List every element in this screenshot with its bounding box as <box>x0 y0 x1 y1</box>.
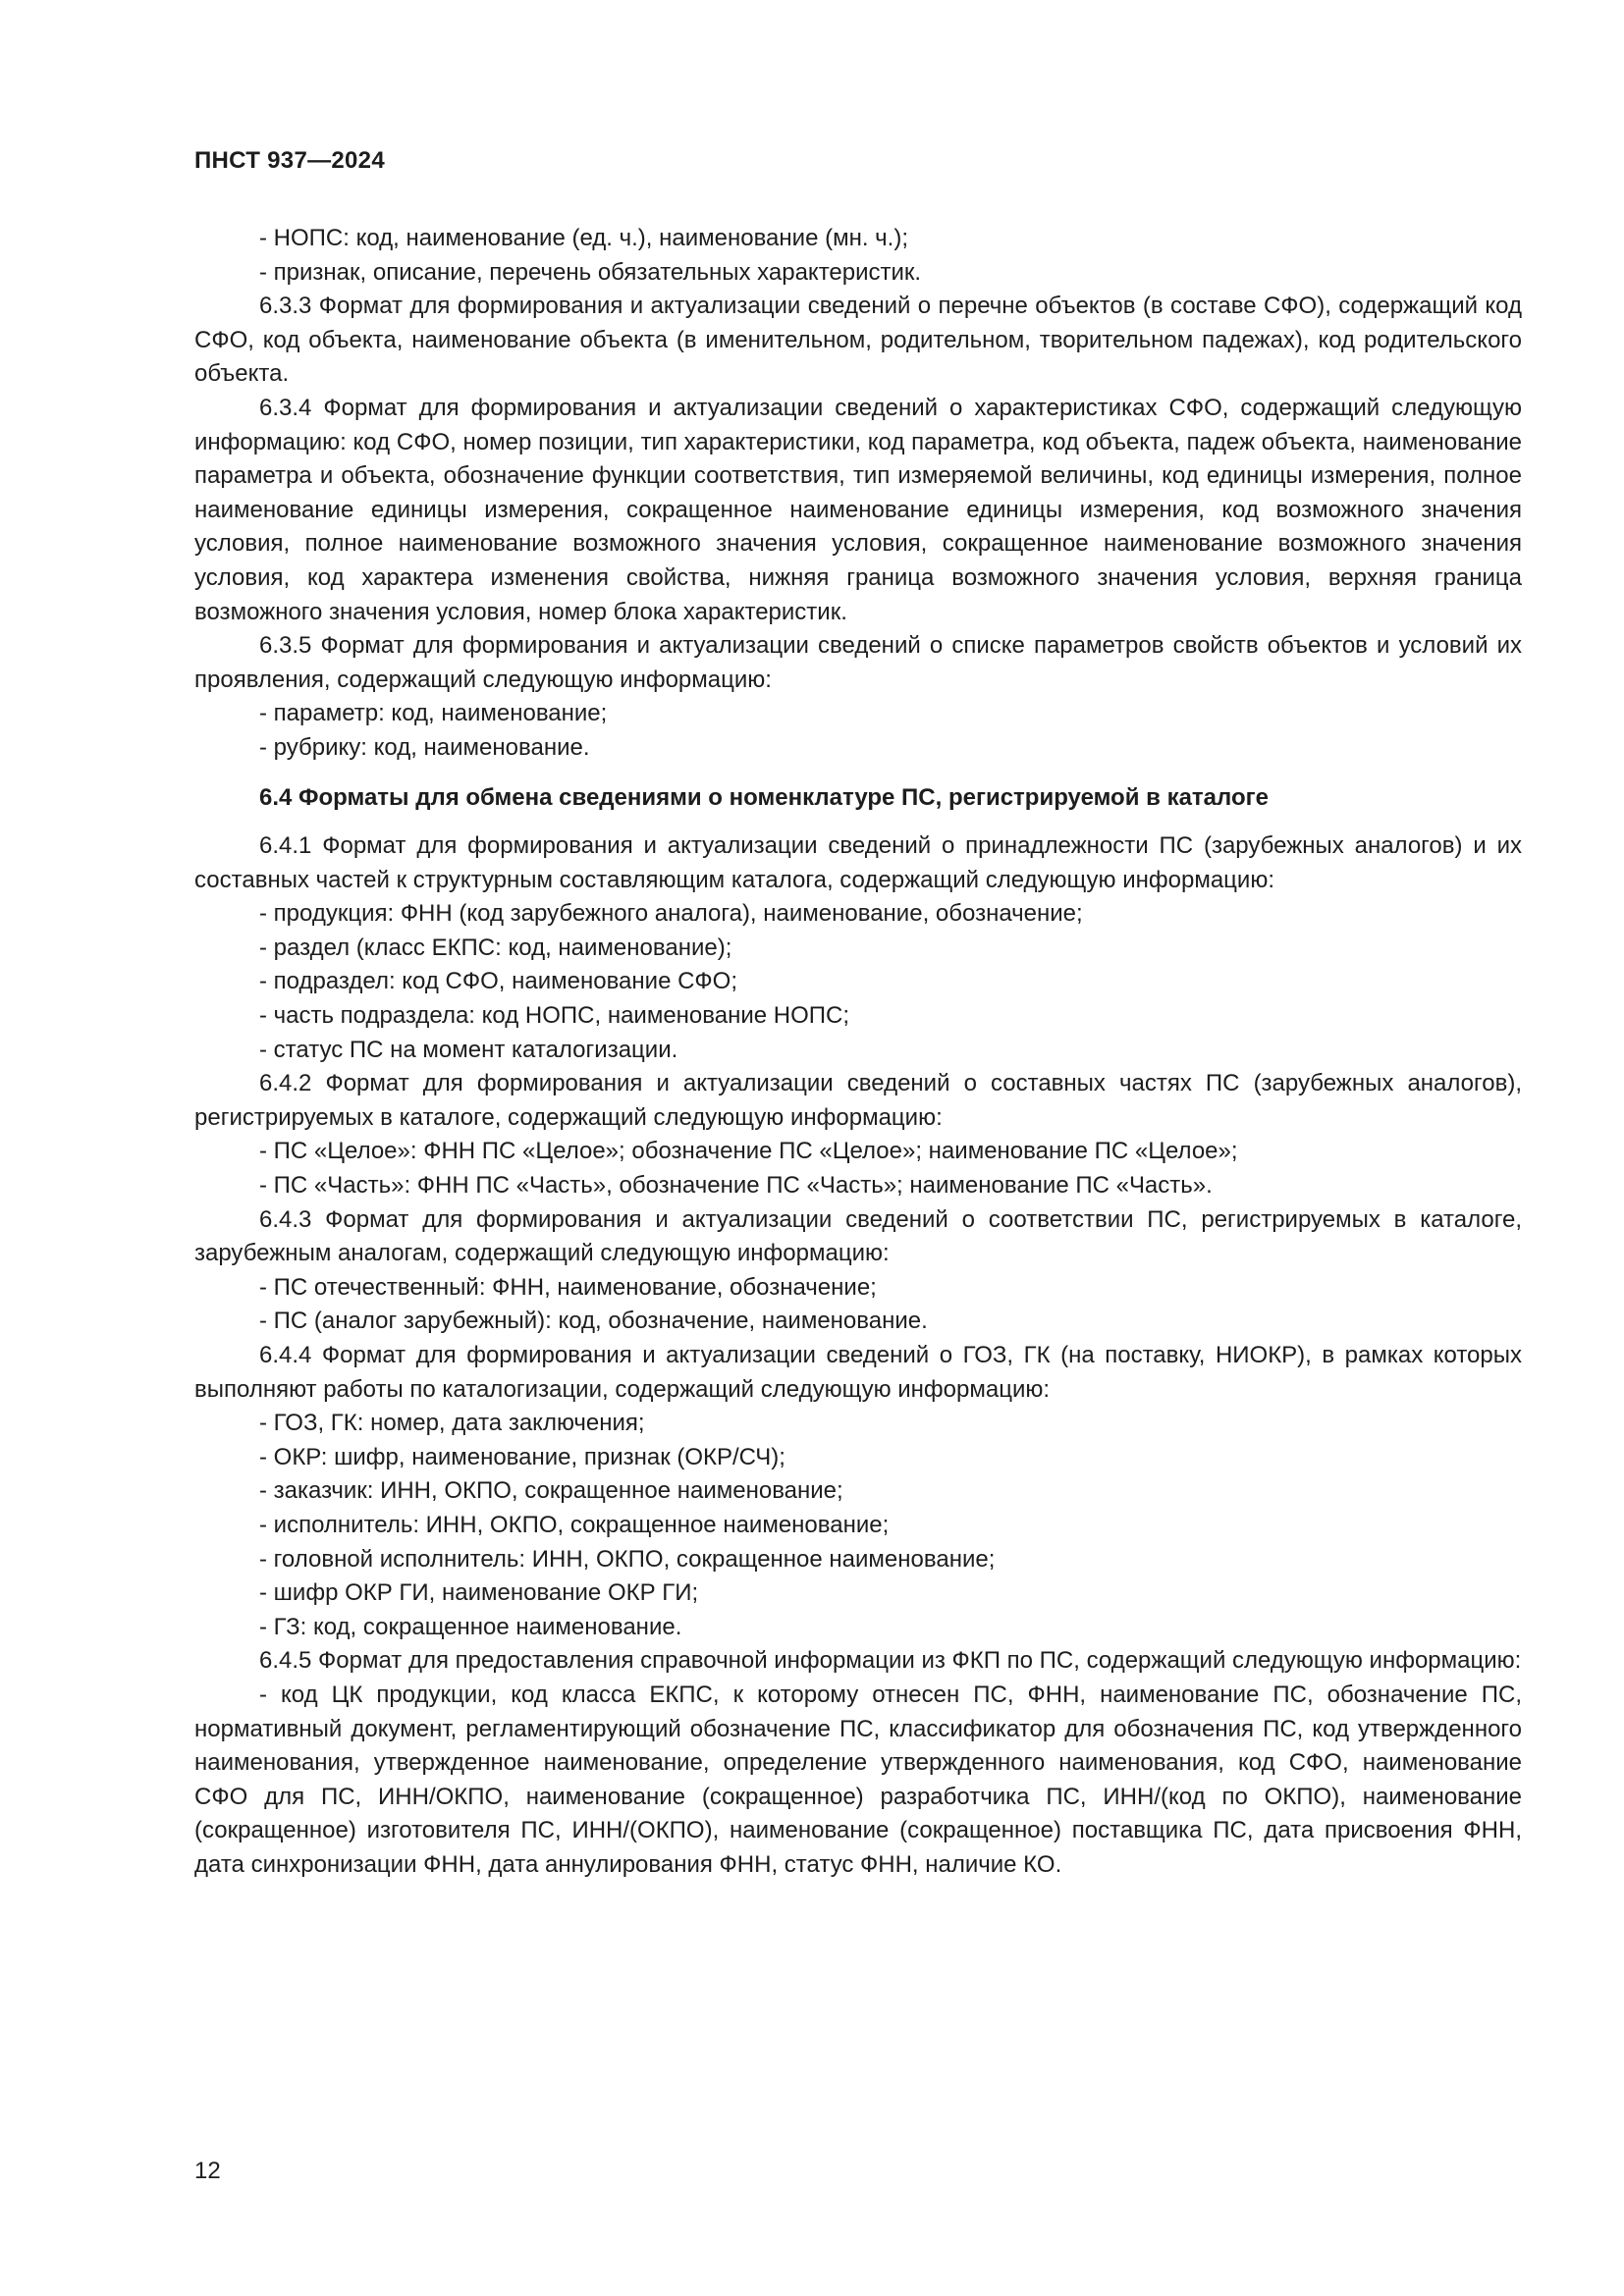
list-item: - ГОЗ, ГК: номер, дата заключения; <box>259 1410 645 1437</box>
page-number: 12 <box>194 2158 221 2184</box>
list-item: - признак, описание, перечень обязательных характеристик. <box>259 258 922 286</box>
list-item: - ГЗ: код, сокращенное наименование. <box>259 1613 682 1640</box>
list-item: - шифр ОКР ГИ, наименование ОКР ГИ; <box>259 1579 699 1607</box>
list-item: - продукция: ФНН (код зарубежного аналога), наименование, обозначение; <box>259 900 1083 928</box>
section-heading-6-4: 6.4 Форматы для обмена сведениями о номенклатуре ПС, регистрируемой в каталоге <box>259 783 1269 811</box>
list-item: - ПС «Целое»: ФНН ПС «Целое»; обозначение ПС «Целое»; наименование ПС «Целое»; <box>259 1138 1238 1165</box>
paragraph-6-4-2: 6.4.2 Формат для формирования и актуализации сведений о составных частях ПС (зарубежных аналогов), регистрируемых в каталоге, содержащий следующую информацию: <box>194 1070 1522 1131</box>
paragraph-6-4-3: 6.4.3 Формат для формирования и актуализации сведений о соответствии ПС, регистрируемых в каталоге, зарубежным аналогам, содержащий следующую информацию: <box>194 1205 1522 1267</box>
list-item: - заказчик: ИНН, ОКПО, сокращенное наименование; <box>259 1477 843 1505</box>
list-item: - подраздел: код СФО, наименование СФО; <box>259 968 737 995</box>
paragraph-6-3-5: 6.3.5 Формат для формирования и актуализации сведений о списке параметров свойств объектов и условий их проявления, содержащий следующую информацию: <box>194 632 1522 693</box>
list-item: - головной исполнитель: ИНН, ОКПО, сокращенное наименование; <box>259 1545 996 1573</box>
list-item: - ПС (аналог зарубежный): код, обозначение, наименование. <box>259 1308 928 1335</box>
list-item: - НОПС: код, наименование (ед. ч.), наименование (мн. ч.); <box>259 225 908 251</box>
paragraph-6-3-3: 6.3.3 Формат для формирования и актуализации сведений о перечне объектов (в составе СФО), содержащий код СФО, код объекта, наименование объекта (в именительном, родительном, творительном падежах), код родительского объекта. <box>194 293 1522 388</box>
list-item: - статус ПС на момент каталогизации. <box>259 1036 678 1063</box>
paragraph-6-4-4: 6.4.4 Формат для формирования и актуализации сведений о ГОЗ, ГК (на поставку, НИОКР), в рамках которых выполняют работы по каталогизации, содержащий следующую информацию: <box>194 1342 1522 1403</box>
list-item: - параметр: код, наименование; <box>259 700 608 727</box>
paragraph-6-3-4: 6.3.4 Формат для формирования и актуализации сведений о характеристиках СФО, содержащий следующую информацию: код СФО, номер позиции, тип характеристики, код параметра, код объекта, падеж объекта, наименование параметра и объекта, обозначение функции соответствия, тип измеряемой величины, код единицы измерения, полное наименование единицы измерения, сокращенное наименование единицы измерения, код возможного значения условия, полное наименование возможного значения условия, сокращенное наименование возможного значения условия, код характера изменения свойства, нижняя граница возможного значения условия, верхняя граница возможного значения условия, номер блока характеристик. <box>194 394 1522 625</box>
document-body <box>194 222 1522 1883</box>
paragraph-6-4-5: 6.4.5 Формат для предоставления справочной информации из ФКП по ПС, содержащий следующую информацию: <box>259 1647 1522 1675</box>
document-code: ПНСТ 937—2024 <box>194 147 385 174</box>
list-item: - часть подраздела: код НОПС, наименование НОПС; <box>259 1002 850 1030</box>
list-item: - ОКР: шифр, наименование, признак (ОКР/СЧ); <box>259 1443 785 1470</box>
list-item: - рубрику: код, наименование. <box>259 733 590 761</box>
list-item: - ПС «Часть»: ФНН ПС «Часть», обозначение ПС «Часть»; наименование ПС «Часть». <box>259 1172 1213 1200</box>
list-item: - раздел (класс ЕКПС: код, наименование); <box>259 934 732 961</box>
paragraph-6-4-5-details: - код ЦК продукции, код класса ЕКПС, к которому отнесен ПС, ФНН, наименование ПС, обозначение ПС, нормативный документ, регламентирующий обозначение ПС, классификатор для обозначения ПС, код утвержденного наименования, утвержденное наименование, определение утвержденного наименования, код СФО, наименование СФО для ПС, ИНН/ОКПО, наименование (сокращенное) разработчика ПС, ИНН/(код по ОКПО), наименование (сокращенное) изготовителя ПС, ИНН/(ОКПО), наименование (сокращенное) поставщика ПС, дата присвоения ФНН, дата синхронизации ФНН, дата аннулирования ФНН, статус ФНН, наличие КО. <box>194 1681 1522 1878</box>
paragraph-6-4-1: 6.4.1 Формат для формирования и актуализации сведений о принадлежности ПС (зарубежных аналогов) и их составных частей к структурным составляющим каталога, содержащий следующую информацию: <box>194 832 1522 893</box>
list-item: - ПС отечественный: ФНН, наименование, обозначение; <box>259 1273 877 1301</box>
list-item: - исполнитель: ИНН, ОКПО, сокращенное наименование; <box>259 1511 890 1538</box>
